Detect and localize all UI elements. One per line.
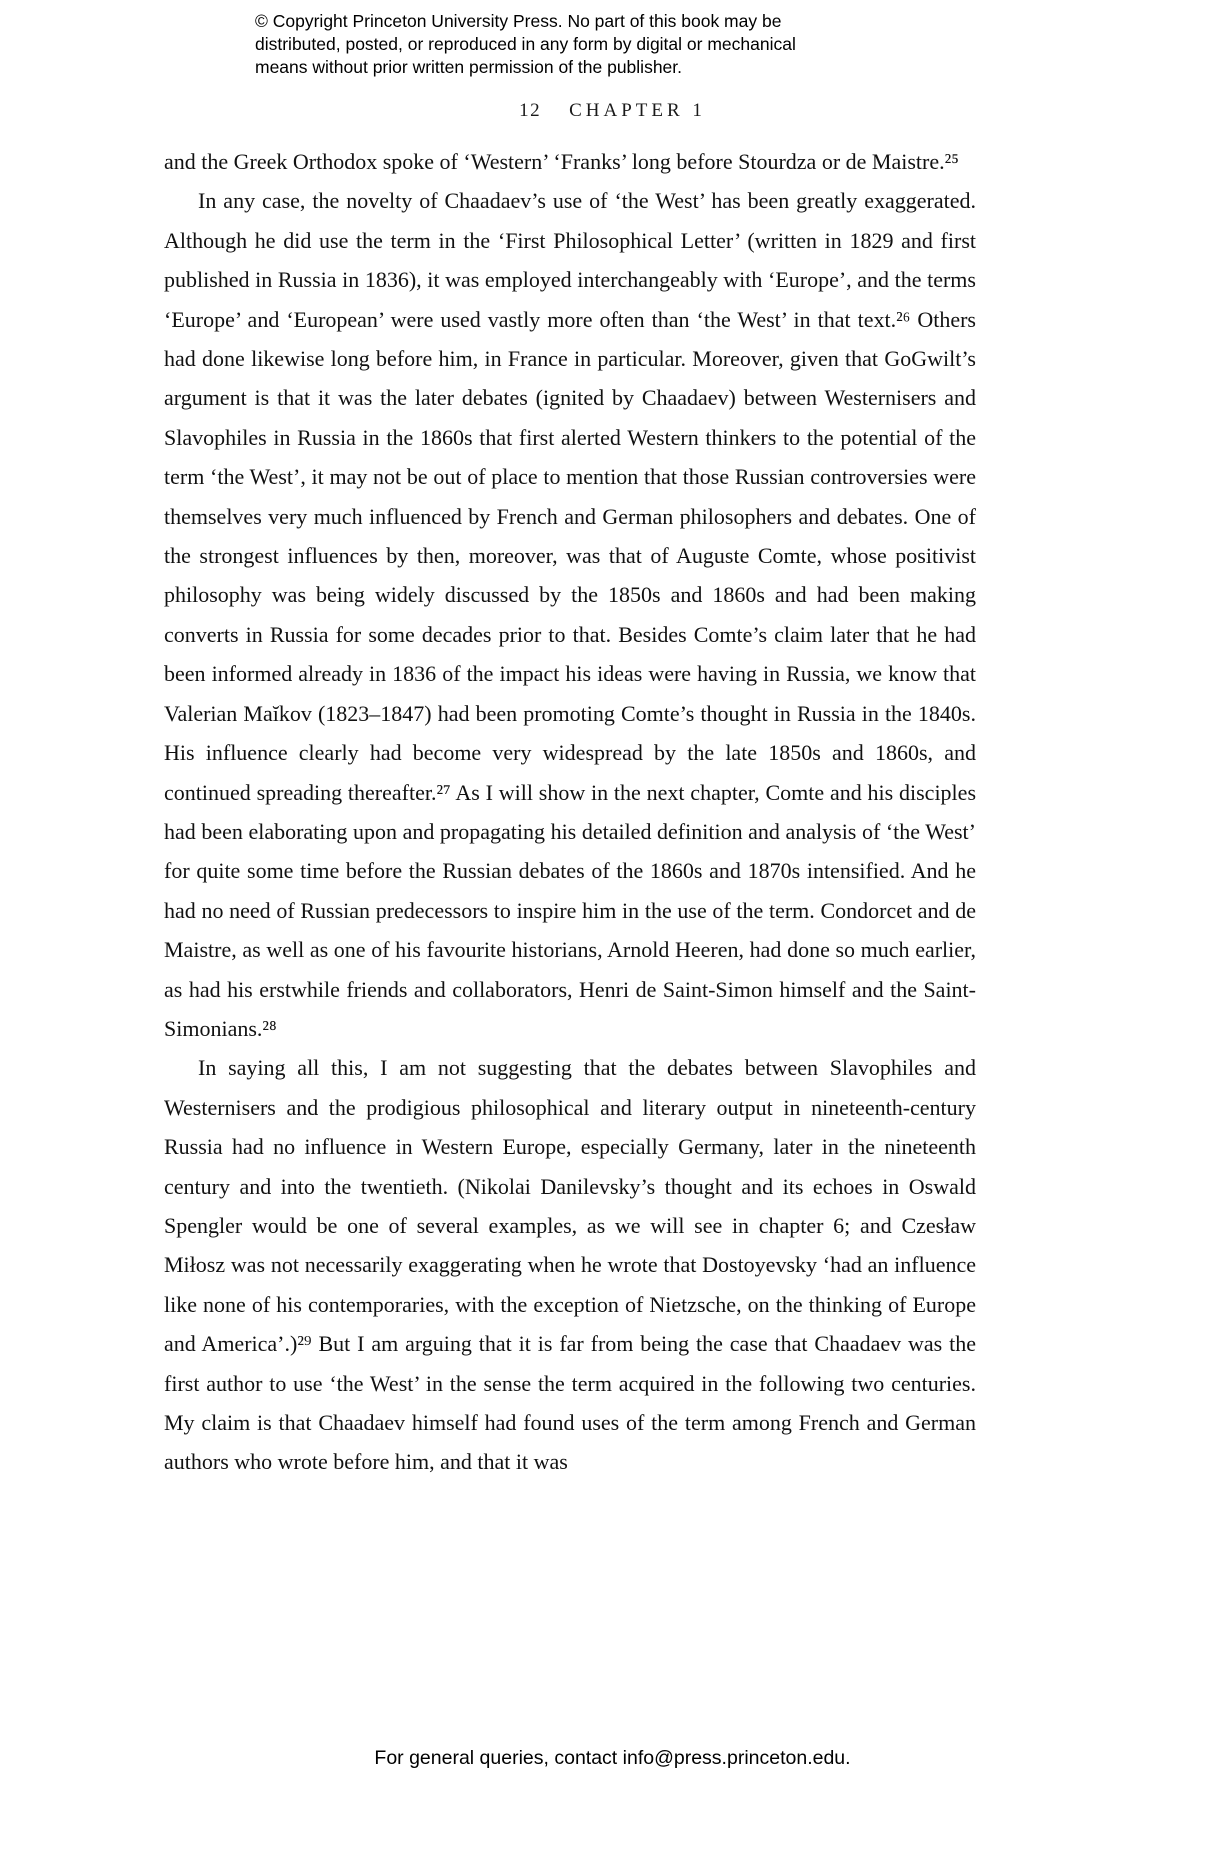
footer-contact-note: [0, 1747, 1225, 1770]
copyright-line: © Copyright Princeton University Press. No part of this book may be: [255, 11, 782, 31]
copyright-line: distributed, posted, or reproduced in any form by digital or mechanical: [255, 34, 796, 54]
body-paragraph-continuation: and the Greek Orthodox spoke of ‘Western’ ‘Franks’ long before Stourdza or de Maistre.²⁵: [164, 149, 959, 174]
body-text: [164, 142, 976, 1482]
body-paragraph: In any case, the novelty of Chaadaev’s use of ‘the West’ has been greatly exaggerated. Although he did use the term in the ‘First Philosophical Letter’ (written in 1829 and first published in Russia in 1836), it was employed interchangeably with ‘Europe’, and the terms ‘Europe’ and ‘European’ were used vastly more often than ‘the West’ in that text.²⁶ Others had done likewise long before him, in France in particular. Moreover, given that GoGwilt’s argument is that it was the later debates (ignited by Chaadaev) between Westernisers and Slavophiles in Russia in the 1860s that first alerted Western thinkers to the potential of the term ‘the West’, it may not be out of place to mention that those Russian controversies were themselves very much influenced by French and German philosophers and debates. One of the strongest influences by then, moreover, was that of Auguste Comte, whose positivist philosophy was being widely discussed by the 1850s and 1860s and had been making converts in Russia for some decades prior to that. Besides Comte’s claim later that he had been informed already in 1836 of the impact his ideas were having in Russia, we know that Valerian Maĭkov (1823–1847) had been promoting Comte’s thought in Russia in the 1840s. His influence clearly had become very widespread by the late 1850s and 1860s, and continued spreading thereafter.²⁷ As I will show in the next chapter, Comte and his disciples had been elaborating upon and propagating his detailed definition and analysis of ‘the West’ for quite some time before the Russian debates of the 1860s and 1870s intensified. And he had no need of Russian predecessors to inspire him in the use of the term. Condorcet and de Maistre, as well as one of his favourite historians, Arnold Heeren, had done so much earlier, as had his erstwhile friends and collaborators, Henri de Saint-Simon himself and the Saint-Simonians.²⁸: [164, 188, 976, 1041]
chapter-label: CHAPTER 1: [569, 100, 706, 121]
page-number: 12: [519, 100, 542, 121]
running-head: [0, 100, 1225, 122]
body-paragraph: In saying all this, I am not suggesting that the debates between Slavophiles and Westernisers and the prodigious philosophical and literary output in nineteenth-century Russia had no influence in Western Europe, especially Germany, later in the nineteenth century and into the twentieth. (Nikolai Danilevsky’s thought and its echoes in Oswald Spengler would be one of several examples, as we will see in chapter 6; and Czesław Miłosz was not necessarily exaggerating when he wrote that Dostoyevsky ‘had an influence like none of his contemporaries, with the exception of Nietzsche, on the thinking of Europe and America’.)²⁹ But I am arguing that it is far from being the case that Chaadaev was the first author to use ‘the West’ in the sense the term acquired in the following two centuries. My claim is that Chaadaev himself had found uses of the term among French and German authors who wrote before him, and that it was: [164, 1055, 976, 1475]
footer-text: For general queries, contact info@press.princeton.edu.: [374, 1747, 851, 1769]
copyright-notice: [255, 10, 796, 79]
copyright-line: means without prior written permission of the publisher.: [255, 57, 683, 77]
